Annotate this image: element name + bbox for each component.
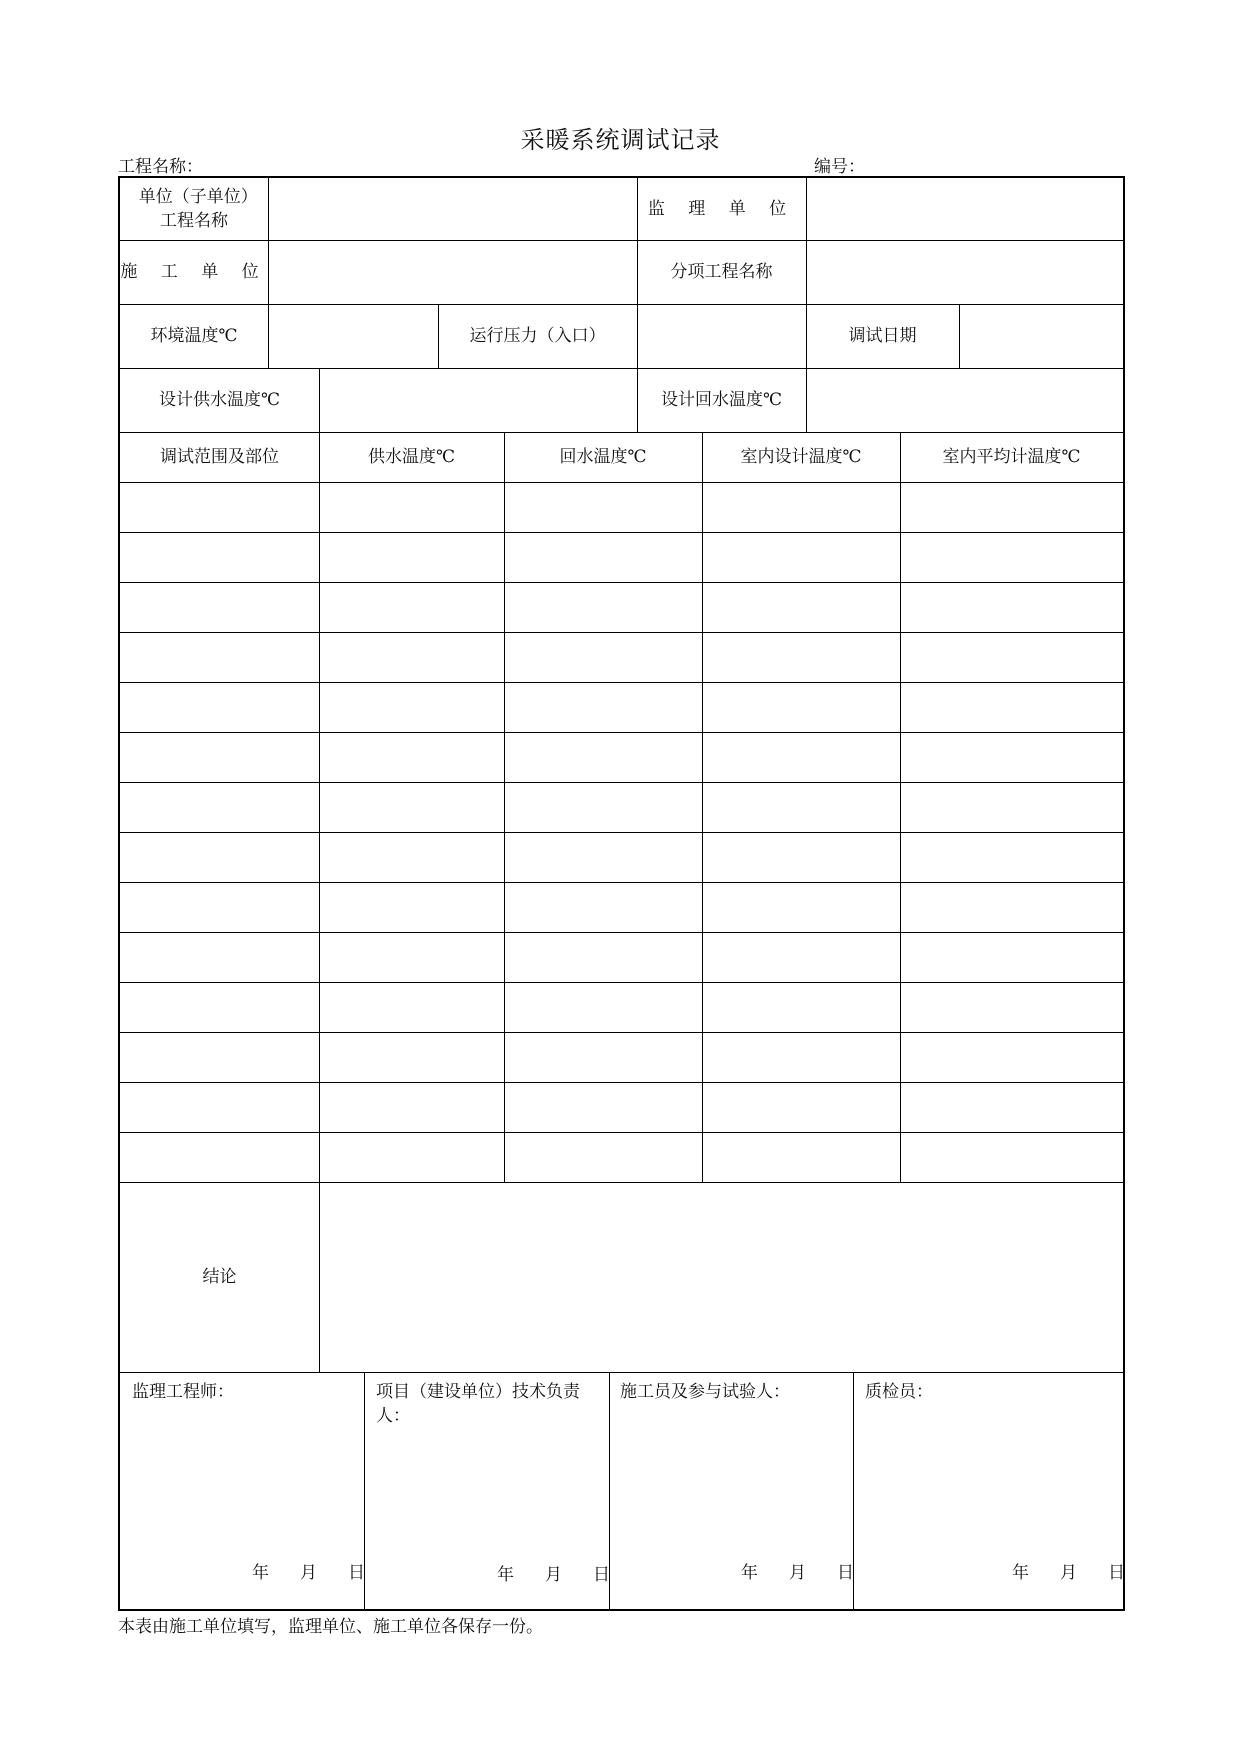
project-technical-lead-label: 项目（建设单位）技术负责人：	[376, 1382, 580, 1426]
column-divider	[504, 432, 505, 1182]
row-divider	[120, 932, 1123, 933]
date-year: 年	[252, 1563, 269, 1583]
ambient-temp-label: 环境温度℃	[150, 326, 238, 346]
date-year: 年	[1012, 1563, 1029, 1583]
column-header-return-temp: 回水温度℃	[559, 447, 647, 467]
unit-project-name-label: 单位（子单位）工程名称	[138, 187, 250, 231]
record-form	[118, 176, 1125, 1611]
design-supply-temp-label: 设计供水温度℃	[158, 390, 281, 410]
date-day: 日	[593, 1565, 610, 1585]
column-header-test-range: 调试范围及部位	[160, 447, 279, 467]
ambient-temp-field[interactable]	[269, 304, 438, 368]
row-divider	[120, 632, 1123, 633]
design-return-temp-label: 设计回水温度℃	[660, 390, 783, 410]
conclusion-field[interactable]	[320, 1183, 1123, 1372]
sub-item-name-label: 分项工程名称	[670, 262, 773, 282]
construction-unit-field[interactable]	[269, 240, 637, 304]
page-title: 采暖系统调试记录	[520, 126, 721, 154]
row-divider	[120, 1372, 1123, 1373]
project-name-label: 工程名称：	[118, 157, 203, 177]
column-header-indoor-design-temp: 室内设计温度℃	[740, 447, 862, 467]
sub-item-name-field[interactable]	[807, 240, 1123, 304]
column-divider	[900, 432, 901, 1182]
row-divider	[120, 482, 1123, 483]
signature-date-3	[741, 1558, 854, 1583]
test-date-label: 调试日期	[848, 326, 917, 346]
supervision-unit-label	[637, 178, 806, 240]
row-divider	[120, 982, 1123, 983]
supervision-engineer-label: 监理工程师：	[132, 1382, 234, 1402]
construction-unit-label	[120, 240, 268, 304]
operating-pressure-label: 运行压力（入口）	[469, 326, 606, 346]
row-divider	[120, 882, 1123, 883]
column-header-indoor-average-temp: 室内平均计温度℃	[942, 447, 1081, 467]
date-day: 日	[837, 1563, 854, 1583]
date-day: 日	[1108, 1563, 1125, 1583]
supervision-unit-field[interactable]	[807, 178, 1123, 240]
row-divider	[120, 832, 1123, 833]
operating-pressure-field[interactable]	[638, 304, 806, 368]
column-divider	[702, 432, 703, 1182]
footer-note: 本表由施工单位填写，监理单位、施工单位各保存一份。	[118, 1617, 543, 1637]
signature-date-1	[252, 1558, 365, 1583]
date-day: 日	[348, 1563, 365, 1583]
row-divider	[120, 732, 1123, 733]
design-return-temp-field[interactable]	[807, 368, 1123, 432]
signature-date-4	[1012, 1558, 1125, 1583]
design-supply-temp-field[interactable]	[320, 368, 637, 432]
row-divider	[120, 532, 1123, 533]
conclusion-label: 结论	[202, 1267, 237, 1287]
date-month: 月	[300, 1563, 317, 1583]
date-year: 年	[741, 1563, 758, 1583]
row-divider	[120, 1032, 1123, 1033]
unit-project-name-field[interactable]	[269, 178, 637, 240]
column-header-supply-temp: 供水温度℃	[367, 447, 456, 467]
date-year: 年	[497, 1565, 514, 1585]
date-month: 月	[789, 1563, 806, 1583]
quality-inspector-label: 质检员：	[865, 1382, 933, 1402]
signature-date-2	[497, 1560, 610, 1585]
construction-unit-text: 施 工 单 位	[120, 262, 268, 282]
row-divider	[120, 1082, 1123, 1083]
test-date-field[interactable]	[960, 304, 1123, 368]
row-divider	[120, 682, 1123, 683]
date-month: 月	[1060, 1563, 1077, 1583]
row-divider	[120, 1132, 1123, 1133]
supervision-unit-text: 监 理 单 位	[647, 199, 796, 219]
serial-number-label: 编号：	[814, 157, 865, 177]
row-divider	[120, 582, 1123, 583]
construction-tester-label: 施工员及参与试验人：	[620, 1382, 790, 1402]
date-month: 月	[545, 1565, 562, 1585]
row-divider	[120, 782, 1123, 783]
